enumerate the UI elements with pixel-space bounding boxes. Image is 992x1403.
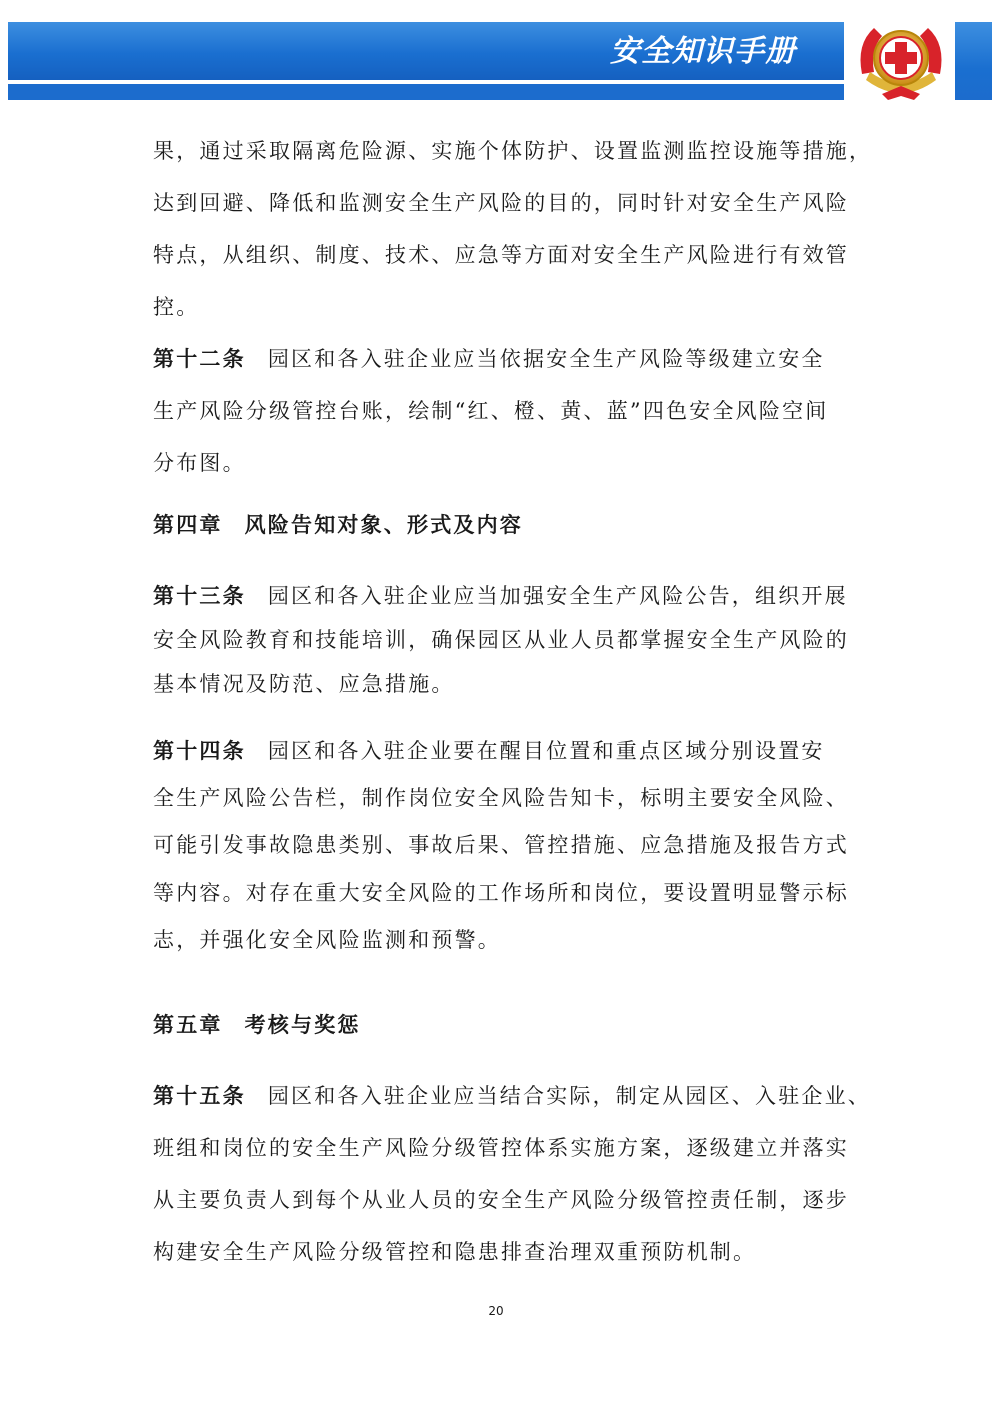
paragraph-line: 基本情况及防范、应急措施。 xyxy=(153,672,455,696)
chapter-heading xyxy=(153,1011,361,1039)
paragraph-line: 分布图。 xyxy=(153,451,246,475)
chapter-number: 第四章 xyxy=(153,512,223,537)
red-cross-badge-icon xyxy=(852,14,950,106)
article-heading: 第十四条 xyxy=(153,738,246,763)
paragraph-line: 班组和岗位的安全生产风险分级管控体系实施方案，逐级建立并落实 xyxy=(153,1136,849,1160)
manual-title: 安全知识手册 xyxy=(610,34,796,69)
header-banner-right xyxy=(955,22,992,100)
paragraph-line: 从主要负责人到每个从业人员的安全生产风险分级管控责任制，逐步 xyxy=(153,1188,849,1212)
article-text: 园区和各入驻企业应当结合实际，制定从园区、入驻企业、 xyxy=(267,1084,872,1108)
chapter-title: 风险告知对象、形式及内容 xyxy=(244,512,524,537)
page-number: 20 xyxy=(488,1304,504,1318)
paragraph-line: 可能引发事故隐患类别、事故后果、管控措施、应急措施及报告方式 xyxy=(153,833,849,857)
article-text: 园区和各入驻企业应当依据安全生产风险等级建立安全 xyxy=(267,347,825,371)
paragraph-line: 果，通过采取隔离危险源、实施个体防护、设置监测监控设施等措施， xyxy=(153,139,873,163)
article-text: 园区和各入驻企业应当加强安全生产风险公告，组织开展 xyxy=(267,584,848,608)
article-13-line xyxy=(153,582,848,610)
paragraph-line: 安全风险教育和技能培训，确保园区从业人员都掌握安全生产风险的 xyxy=(153,628,849,652)
article-heading: 第十五条 xyxy=(153,1083,246,1108)
paragraph-line: 全生产风险公告栏，制作岗位安全风险告知卡，标明主要安全风险、 xyxy=(153,786,849,810)
paragraph-line: 特点，从组织、制度、技术、应急等方面对安全生产风险进行有效管 xyxy=(153,243,849,267)
paragraph-line: 达到回避、降低和监测安全生产风险的目的，同时针对安全生产风险 xyxy=(153,191,849,215)
paragraph-line: 构建安全生产风险分级管控和隐患排查治理双重预防机制。 xyxy=(153,1240,757,1264)
paragraph-line: 控。 xyxy=(153,295,200,319)
article-12-line xyxy=(153,345,825,373)
article-heading: 第十三条 xyxy=(153,583,246,608)
article-text: 园区和各入驻企业要在醒目位置和重点区域分别设置安 xyxy=(267,739,825,763)
chapter-heading xyxy=(153,511,523,539)
chapter-title: 考核与奖惩 xyxy=(244,1012,361,1037)
paragraph-line: 等内容。对存在重大安全风险的工作场所和岗位，要设置明显警示标 xyxy=(153,881,849,905)
paragraph-line: 生产风险分级管控台账，绘制“红、橙、黄、蓝”四色安全风险空间 xyxy=(153,399,829,423)
article-14-line xyxy=(153,737,825,765)
chapter-number: 第五章 xyxy=(153,1012,223,1037)
article-heading: 第十二条 xyxy=(153,346,246,371)
article-15-line xyxy=(153,1082,871,1110)
header-banner-underline xyxy=(8,84,844,100)
paragraph-line: 志，并强化安全风险监测和预警。 xyxy=(153,928,501,952)
